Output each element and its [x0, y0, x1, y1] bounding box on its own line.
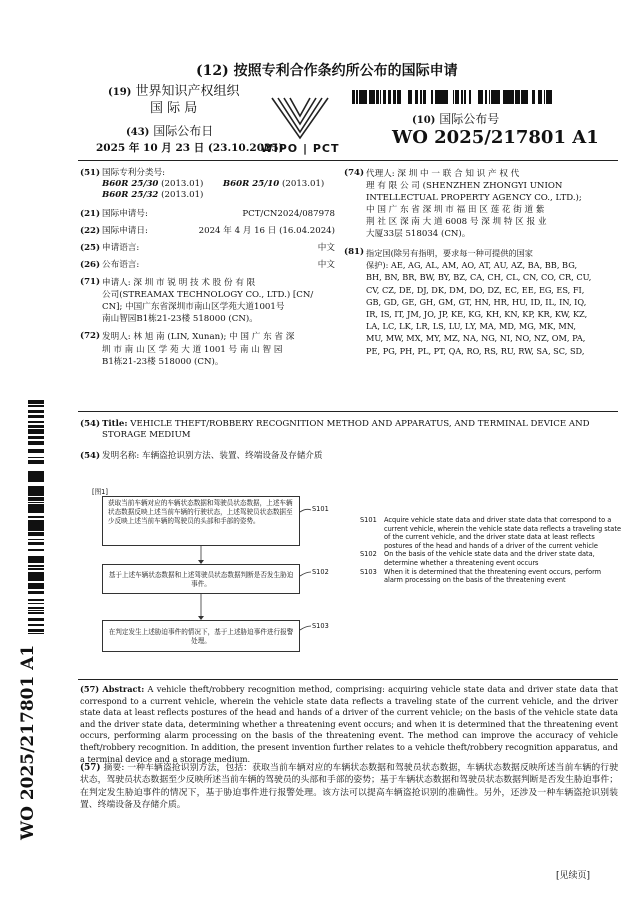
ipc-3-version: (2013.01): [161, 189, 204, 200]
figure-divider: [78, 679, 618, 680]
agent-line: INTELLECTUAL PROPERTY AGENCY CO., LTD.);: [366, 193, 582, 203]
ipc-2: B60R 25/10: [222, 178, 280, 189]
ipc-1: B60R 25/30: [102, 178, 159, 189]
barcode-bar: [28, 575, 44, 577]
inventor-line: 发明人: 林 旭 南 (LIN, Xunan); 中 国 广 东 省 深: [102, 332, 295, 343]
states-line: CV, CZ, DE, DJ, DK, DM, DO, DZ, EC, EE, EG, ES, FI,: [366, 284, 585, 295]
legend-code: S102: [360, 550, 377, 559]
leader-s102: [300, 572, 311, 576]
barcode-bar: [28, 449, 44, 450]
barcode-bar: [28, 412, 44, 413]
barcode-bar: [28, 588, 44, 589]
legend-code: S101: [360, 516, 377, 524]
states-line: PE, PG, PH, PL, PT, QA, RO, RS, RU, RW, SA, SC, SD,: [366, 345, 585, 356]
barcode-bar: [28, 429, 44, 431]
barcode-bar: [28, 441, 44, 442]
org-code: (19): [108, 87, 132, 98]
field-26-code: (26): [80, 259, 101, 270]
pub-no-code: (10): [412, 115, 436, 126]
side-publication-number: WO 2025/217801 A1: [18, 644, 38, 840]
barcode-bar: [28, 480, 44, 482]
filing-date: 2024 年 4 月 16 日 (16.04.2024): [198, 226, 335, 237]
states-line: MU, MW, MX, MY, MZ, NA, NG, NI, NO, NZ, OM, PA,: [366, 333, 586, 344]
abstract-en-text: A vehicle theft/robbery recognition method, comprising: acquiring vehicle state data and driver state data that correspond to a current vehicle, wherein the vehicle state data reflects a traveling state of the current vehicle, and the driver state data at least reflects postures of the head and hands of a driver of the current vehicle; on the basis of the vehicle state data and the driver state data, determining whether a threatening event occurs; and when it is determined that the threatening event occurs, performing alarm processing on the basis of the threatening event. The method can improve the accuracy of vehicle theft/robbery recognition. In addition, the present invention further relates to a vehicle theft/robbery recognition apparatus, and a terminal device and a storage medium.: [80, 684, 618, 764]
barcode-bar: [28, 427, 44, 428]
legend-code: S103: [360, 567, 377, 576]
barcode-bar: [28, 451, 44, 453]
legend-text: Acquire vehicle state data and driver state data that correspond to a current vehicle, wherein the vehicle state data reflects a traveling state of the current vehicle, and the driver state data at least reflects postures of the head and hands of a driver of the current vehicle: [384, 516, 621, 550]
field-22-label: 国际申请日:: [102, 226, 148, 237]
abstract-zh-text: 摘要: 一种车辆盗抢识别方法，包括：获取当前车辆对应的车辆状态数据和驾驶员状态数据，车辆状态数据反映所述当前车辆的行驶状态，驾驶员状态数据至少反映所述当前车辆的驾驶员的头部和手部的姿势；基于车辆状态数据和驾驶员状态数据判断是否发生胁迫事件；在判定发生胁迫事件的情况下，基于胁迫事件进行报警处理。该方法可以提高车辆盗抢识别的准确性。另外，还涉及一种车辆盗抢识别装置、终端设备及存储介质。: [80, 763, 619, 811]
flow-step-s103-code: S103: [312, 622, 329, 630]
barcode-bar: [28, 416, 44, 417]
abstract-en-code: (57): [80, 684, 100, 694]
barcode-bar: [28, 425, 44, 427]
barcode-bar: [28, 433, 44, 434]
barcode-bar: [28, 402, 44, 404]
barcode-bar: [28, 494, 44, 496]
barcode-bar: [28, 500, 44, 501]
agent-line: 理 有 限 公 司 (SHENZHEN ZHONGYI UNION: [366, 181, 563, 191]
barcode-bar: [28, 579, 44, 581]
barcode-bar: [28, 442, 44, 443]
barcode-bar: [28, 486, 44, 488]
states-line: 保护): AE, AG, AL, AM, AO, AT, AU, AZ, BA, BB, BG,: [366, 260, 578, 271]
barcode-bar: [28, 549, 44, 551]
field-25-code: (25): [80, 242, 101, 253]
abstract-zh: [80, 762, 618, 812]
barcode-bar: [28, 584, 44, 586]
field-74-code: (74): [344, 168, 365, 178]
field-71-code: (71): [80, 276, 101, 287]
flow-step-s102-code: S102: [312, 568, 329, 576]
barcode-bar: [28, 524, 44, 526]
barcode-bar: [28, 562, 44, 563]
inventor-line: B1栋21-23楼 518000 (CN)。: [102, 356, 224, 367]
barcode-bar: [28, 490, 44, 491]
title-zh: 发明名称: 车辆盗抢识别方法、装置、终端设备及存储介质: [102, 451, 323, 461]
barcode-bar: [28, 415, 44, 416]
barcode-bar: [28, 556, 44, 557]
title-en-code: (54): [80, 419, 101, 429]
pub-date-code: (43): [126, 127, 150, 138]
figure-legend: [360, 516, 622, 585]
arrowhead-icon: [198, 616, 204, 620]
states-line: IR, IS, IT, JM, JO, JP, KE, KG, KH, KN, KP, KR, KW, KZ,: [366, 309, 588, 320]
barcode-bar: [28, 572, 44, 574]
barcode-bar: [28, 421, 44, 423]
barcode-bar: [28, 488, 44, 489]
legend-text: When it is determined that the threatening event occurs, perform alarm processing on the basis of the threatening event: [384, 567, 602, 585]
pub-number: WO 2025/217801 A1: [392, 127, 599, 148]
barcode-bar: [28, 557, 44, 559]
field-21-code: (21): [80, 209, 101, 220]
barcode-bar: [28, 592, 44, 593]
flow-step-s101-box: 获取当前车辆对应的车辆状态数据和驾驶员状态数据，上述车辆状态数据反映上述当前车辆的行驶状态，上述驾驶员状态数据至少反映上述当前车辆的驾驶员的头部和手部的姿势。: [102, 496, 300, 546]
title-code: (12): [196, 63, 229, 79]
title-en-label: Title:: [102, 419, 128, 429]
barcode-bar: [28, 405, 44, 406]
barcode-bar: [28, 534, 44, 536]
barcode-bar: [28, 438, 44, 439]
field-81-code: (81): [344, 247, 365, 257]
barcode-bar: [28, 561, 44, 562]
flow-step-s102-box: 基于上述车辆状态数据和上述驾驶员状态数据判断是否发生胁迫事件。: [102, 564, 300, 594]
barcode-bar: [28, 436, 44, 438]
barcode-bar: [28, 530, 44, 531]
title-en-line: VEHICLE THEFT/ROBBERY RECOGNITION METHOD AND APPARATUS, AND TERMINAL DEVICE AND: [130, 419, 590, 429]
agent-line: 中 国 广 东 省 深 圳 市 福 田 区 莲 花 街 道 紫: [366, 205, 545, 215]
barcode-bar: [28, 493, 44, 494]
agent-line: 代理人: 深 圳 中 一 联 合 知 识 产 权 代: [366, 169, 520, 179]
states-line: GB, GD, GE, GH, GM, GT, HN, HR, HU, ID, IL, IN, IQ,: [366, 296, 587, 307]
barcode-bar: [28, 508, 44, 509]
abstract-en-label: Abstract:: [102, 684, 145, 694]
application-number: PCT/CN2024/087978: [242, 209, 335, 220]
field-22-code: (22): [80, 226, 101, 237]
leader-s101: [300, 509, 311, 512]
flow-step-s103-box: 在判定发生上述胁迫事件的情况下，基于上述胁迫事件进行报警处理。: [102, 620, 300, 652]
states-line: 指定国(除另有指明，要求每一种可提供的国家: [366, 248, 533, 258]
barcode-bar: [28, 450, 44, 451]
abstract-zh-code: (57): [80, 763, 101, 773]
barcode-bar: [28, 491, 44, 493]
agent-line: 大厦33层 518034 (CN)。: [366, 229, 471, 239]
barcode-bar: [28, 497, 44, 499]
barcode-bar: [28, 507, 44, 508]
org-name: 世界知识产权组织: [135, 84, 240, 99]
barcode-bar: [28, 568, 44, 570]
org-sub: 国 际 局: [150, 101, 198, 116]
barcode-bar: [28, 506, 44, 507]
barcode-bar: [28, 475, 44, 477]
barcode-bar: [28, 471, 44, 472]
barcode-bar: [28, 526, 44, 528]
barcode-bar: [28, 542, 44, 544]
field-72-code: (72): [80, 331, 101, 342]
barcode-bar: [28, 511, 44, 513]
flow-step-s101-code: S101: [312, 505, 329, 513]
field-25-label: 申请语言:: [102, 242, 140, 253]
barcode-bar: [28, 577, 44, 579]
barcode-bar: [28, 460, 44, 462]
barcode-bar: [28, 516, 44, 518]
applicant-line: 申请人: 深 圳 市 锐 明 技 术 股 份 有 限: [102, 277, 256, 288]
barcode-bar: [28, 583, 44, 584]
field-21-label: 国际申请号:: [102, 209, 148, 220]
barcode-bar: [28, 502, 44, 503]
legend-item: [360, 516, 622, 550]
barcode-bar: [28, 586, 44, 587]
barcode-bar: [28, 410, 44, 412]
continued-note: [见续页]: [556, 871, 591, 881]
title-en-line: STORAGE MEDIUM: [102, 429, 191, 440]
barcode-bar: [28, 544, 44, 545]
barcode-bar: [28, 520, 44, 522]
barcode-bar: [28, 489, 44, 490]
pub-no-label: 国际公布号: [439, 112, 500, 126]
barcode-bar: [28, 457, 44, 458]
title-zh-code: (54): [80, 451, 101, 461]
barcode-bar: [28, 509, 44, 511]
applicant-line: 南山智园B1栋21-23楼 518000 (CN)。: [102, 314, 258, 325]
applicant-line: CN]; 中国广东省深圳市南山区学苑大道1001号: [102, 301, 285, 312]
states-line: BH, BN, BR, BW, BY, BZ, CA, CH, CL, CN, CO, CR, CU,: [366, 272, 592, 283]
barcode-bar: [28, 528, 44, 530]
barcode-bar: [28, 474, 44, 475]
barcode-bar: [28, 417, 44, 418]
field-51-code: (51): [80, 168, 101, 178]
legend-item: [360, 568, 622, 585]
barcode-bar: [28, 472, 44, 474]
barcode-bar: [28, 431, 44, 433]
barcode-bar: [28, 532, 44, 534]
barcode-bar: [28, 406, 44, 407]
agent-line: 荆 社 区 深 南 大 道 6008 号 深 圳 特 区 报 业: [366, 217, 547, 227]
pub-date: 2025 年 10 月 23 日 (23.10.2025): [96, 142, 284, 154]
ipc-3: B60R 25/32: [102, 189, 159, 200]
barcode-bar: [28, 587, 44, 588]
figure-label: [图1]: [92, 488, 108, 496]
field-26-label: 公布语言:: [102, 259, 140, 270]
barcode-bar: [28, 462, 44, 464]
barcode-bar: [28, 478, 44, 480]
barcode-bar: [28, 574, 44, 575]
legend-text: On the basis of the vehicle state data and the driver state data, determine whether a threatening event occurs: [384, 550, 595, 567]
barcode-bar: [28, 504, 44, 506]
barcode-bar: [28, 522, 44, 524]
barcode-bar: [28, 593, 44, 594]
barcode-bar: [28, 443, 44, 445]
arrowhead-icon: [198, 560, 204, 564]
field-51-label: 国际专利分类号:: [102, 168, 166, 178]
applicant-line: 公司(STREAMAX TECHNOLOGY CO., LTD.) [CN/: [102, 289, 314, 300]
legend-item: [360, 550, 622, 567]
filing-language: 中文: [317, 242, 335, 253]
ipc-2-version: (2013.01): [282, 178, 325, 189]
abstract-en: [80, 684, 618, 765]
publication-language: 中文: [317, 259, 335, 270]
pub-date-label: 国际公布日: [153, 124, 214, 138]
barcode-bar: [28, 591, 44, 592]
barcode-bar: [28, 499, 44, 500]
states-line: LA, LC, LK, LR, LS, LU, LY, MA, MD, MG, MK, MN,: [366, 321, 577, 332]
title-text: 按照专利合作条约所公布的国际申请: [233, 63, 458, 79]
barcode-bar: [28, 477, 44, 478]
barcode-bar: [28, 565, 44, 567]
barcode-bar: [28, 559, 44, 561]
leader-s103: [300, 626, 311, 630]
inventor-line: 圳 市 南 山 区 学 苑 大 道 1001 号 南 山 智 园: [102, 344, 283, 355]
barcode-bar: [28, 400, 44, 402]
wipo-logo-text: WIPO | PCT: [260, 142, 340, 155]
barcode-bar: [28, 539, 44, 540]
ipc-1-version: (2013.01): [161, 178, 204, 189]
